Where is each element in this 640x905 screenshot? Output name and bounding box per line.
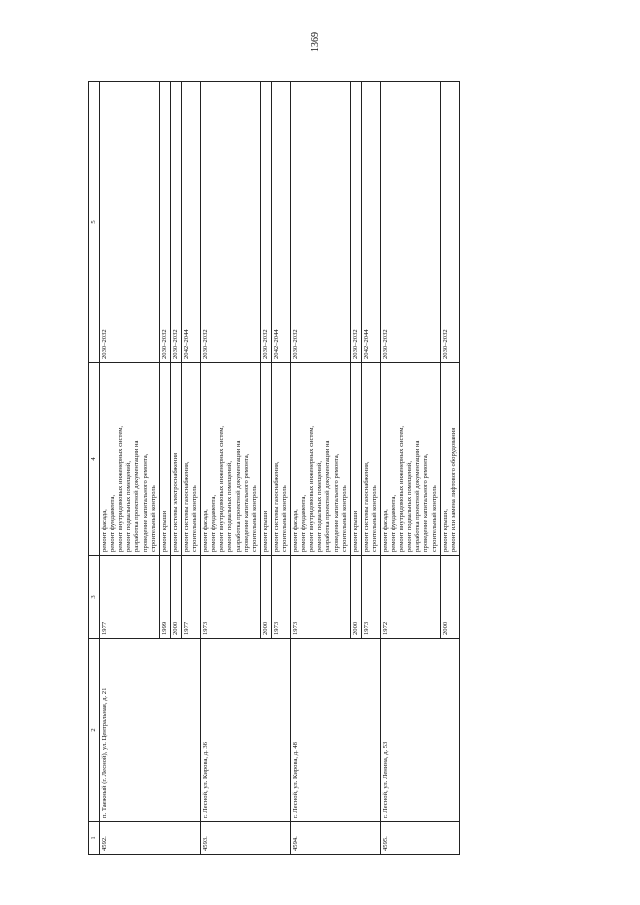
work-item: строительный контроль — [280, 485, 288, 552]
row-number-cell: 4595. — [381, 822, 460, 855]
year-cell: 1977 — [100, 556, 160, 639]
work-item: ремонт фасада, — [202, 509, 210, 552]
work-item: разработка проектной документации на — [324, 440, 332, 552]
work-item: ремонт фасада, — [101, 509, 109, 552]
work-item: ремонт системы газоснабжения, — [272, 461, 280, 552]
works-cell — [440, 363, 459, 556]
work-item: ремонт фундамента, — [300, 494, 308, 552]
work-item: проведение капитального ремонта, — [141, 453, 149, 552]
work-item: ремонт подвальных помещений, — [406, 461, 414, 552]
year-cell: 1972 — [381, 556, 441, 639]
work-item: строительный контроль — [340, 485, 348, 552]
year-cell: 1999 — [159, 556, 170, 639]
works-cell — [181, 363, 200, 556]
work-item: ремонт внутридомовых инженерных систем, — [218, 425, 226, 552]
works-cell — [170, 363, 181, 556]
work-item: строительный контроль — [370, 485, 378, 552]
header-cell-num: 1 — [89, 822, 100, 855]
row-number-cell: 4594. — [291, 822, 381, 855]
work-item: ремонт подвальных помещений, — [316, 461, 324, 552]
year-cell: 2000 — [440, 556, 459, 639]
year-cell: 2000 — [350, 556, 361, 639]
work-item: ремонт системы электроснабжения — [171, 452, 179, 552]
year-cell: 1973 — [361, 556, 380, 639]
works-cell — [100, 363, 160, 556]
works-cell — [201, 363, 261, 556]
work-item: строительный контроль — [430, 485, 438, 552]
repair-schedule-table — [88, 81, 460, 855]
address-cell: г. Лесной, ул. Кирова, д. 36 — [201, 639, 291, 822]
work-item: ремонт фасада, — [292, 509, 300, 552]
works-cell — [361, 363, 380, 556]
header-cell-period: 5 — [89, 82, 100, 363]
period-cell: 2030–2032 — [159, 82, 170, 363]
work-item: ремонт внутридомовых инженерных систем, — [117, 425, 125, 552]
address-cell: г. Лесной, ул. Ленина, д. 53 — [381, 639, 460, 822]
work-item: ремонт системы газоснабжения, — [362, 461, 370, 552]
period-cell: 2030–2032 — [381, 82, 441, 363]
period-cell: 2030–2032 — [201, 82, 261, 363]
work-item: ремонт крыши — [160, 510, 168, 552]
work-item: ремонт фундамента, — [390, 494, 398, 552]
work-item: строительный контроль — [149, 485, 157, 552]
row-number-cell: 4593. — [201, 822, 291, 855]
period-cell: 2042–2044 — [271, 82, 290, 363]
work-item: ремонт крыши — [261, 510, 269, 552]
table-row — [381, 82, 441, 855]
work-item: ремонт фундамента, — [210, 494, 218, 552]
work-item: ремонт или замена лифтового оборудования — [449, 427, 457, 552]
page-number: 1369 — [310, 32, 321, 52]
work-item: ремонт крыши — [351, 510, 359, 552]
works-cell — [291, 363, 351, 556]
work-item: ремонт фасада, — [382, 509, 389, 552]
work-item: ремонт системы газоснабжения, — [182, 461, 190, 552]
work-item: ремонт крыши, — [441, 509, 449, 552]
work-item: строительный контроль — [250, 485, 258, 552]
year-cell: 1973 — [291, 556, 351, 639]
work-item: ремонт подвальных помещений, — [125, 461, 133, 552]
work-item: проведение капитального ремонта, — [332, 453, 340, 552]
period-cell: 2030–2032 — [440, 82, 459, 363]
work-item: ремонт внутридомовых инженерных систем, — [398, 425, 406, 552]
works-cell — [381, 363, 441, 556]
year-cell: 1973 — [201, 556, 261, 639]
rotated-table-container — [88, 82, 606, 855]
work-item: разработка проектной документации на — [234, 440, 242, 552]
table-row — [100, 82, 160, 855]
work-item: строительный контроль — [191, 485, 199, 552]
work-item: ремонт фундамента, — [109, 494, 117, 552]
work-item: проведение капитального ремонта, — [242, 453, 250, 552]
header-cell-year: 3 — [89, 556, 100, 639]
row-number-cell: 4592. — [100, 822, 201, 855]
work-item: разработка проектной документации на — [414, 440, 422, 552]
work-item: ремонт подвальных помещений, — [226, 461, 234, 552]
address-cell: г. Лесной, ул. Кирова, д. 48 — [291, 639, 381, 822]
work-item: разработка проектной документации на — [133, 440, 141, 552]
period-cell: 2042–2044 — [361, 82, 380, 363]
work-item: ремонт внутридомовых инженерных систем, — [308, 425, 316, 552]
works-cell — [159, 363, 170, 556]
address-cell: п. Таежный (г. Лесной), ул. Центральная, д. 21 — [100, 639, 201, 822]
works-cell — [271, 363, 290, 556]
table-body — [100, 82, 460, 855]
period-cell: 2030–2032 — [350, 82, 361, 363]
period-cell: 2030–2032 — [260, 82, 271, 363]
header-row — [89, 82, 100, 855]
table-row — [291, 82, 351, 855]
period-cell: 2030–2032 — [170, 82, 181, 363]
year-cell: 1977 — [181, 556, 200, 639]
period-cell: 2030–2032 — [100, 82, 160, 363]
works-cell — [260, 363, 271, 556]
year-cell: 2000 — [170, 556, 181, 639]
period-cell: 2042–2044 — [181, 82, 200, 363]
year-cell: 2000 — [260, 556, 271, 639]
year-cell: 1973 — [271, 556, 290, 639]
table-row — [201, 82, 261, 855]
period-cell: 2030–2032 — [291, 82, 351, 363]
work-item: проведение капитального ремонта, — [422, 453, 430, 552]
header-cell-works: 4 — [89, 363, 100, 556]
works-cell — [350, 363, 361, 556]
header-cell-address: 2 — [89, 639, 100, 822]
